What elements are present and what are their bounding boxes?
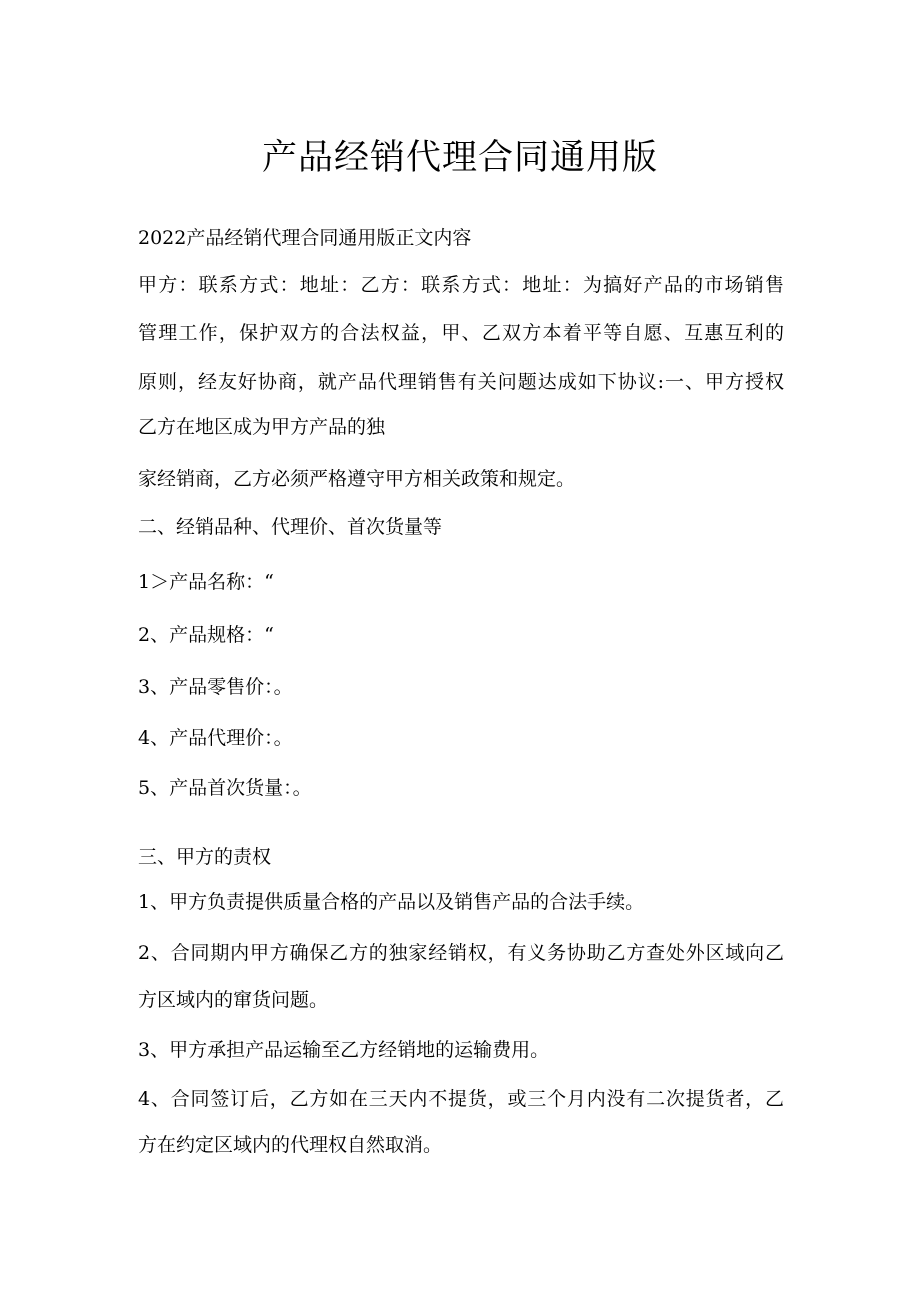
section2-item-5: 5、产品首次货量：。 <box>138 777 312 799</box>
section2-item-4: 4、产品代理价：。 <box>138 727 293 749</box>
document-title: 产品经销代理合同通用版 <box>261 138 658 178</box>
section3-heading: 三、甲方的责权 <box>138 846 272 868</box>
section3-item-2-line-2: 方区域内的窜货问题。 <box>138 989 329 1011</box>
document-subtitle: 2022产品经销代理合同通用版正文内容 <box>138 227 472 249</box>
paragraph1-line-2: 管理工作，保护双方的合法权益，甲、乙双方本着平等自愿、互惠互利的 <box>138 322 784 344</box>
paragraph2: 家经销商，乙方必须严格遵守甲方相关政策和规定。 <box>138 468 576 490</box>
section2-item-2: 2、产品规格：“ <box>138 624 274 646</box>
paragraph1-line-1: 甲方：联系方式：地址：乙方：联系方式：地址：为搞好产品的市场销售 <box>138 274 784 296</box>
section3-item-4-line-2: 方在约定区域内的代理权自然取消。 <box>138 1134 443 1156</box>
section3-item-4-line-1: 4、合同签订后，乙方如在三天内不提货，或三个月内没有二次提货者，乙 <box>138 1088 784 1110</box>
section2-item-1: 1＞产品名称：“ <box>138 571 274 593</box>
section3-item-2-line-1: 2、合同期内甲方确保乙方的独家经销权，有义务协助乙方查处外区域向乙 <box>138 942 784 964</box>
section3-item-1: 1、甲方负责提供质量合格的产品以及销售产品的合法手续。 <box>138 891 645 913</box>
section3-item-3: 3、甲方承担产品运输至乙方经销地的运输费用。 <box>138 1039 550 1061</box>
paragraph1-line-3: 原则，经友好协商，就产品代理销售有关问题达成如下协议:一、甲方授权 <box>138 371 784 393</box>
section2-heading: 二、经销品种、代理价、首次货量等 <box>138 516 443 538</box>
section2-item-3: 3、产品零售价：。 <box>138 676 293 698</box>
paragraph1-line-4: 乙方在地区成为甲方产品的独 <box>138 416 386 438</box>
